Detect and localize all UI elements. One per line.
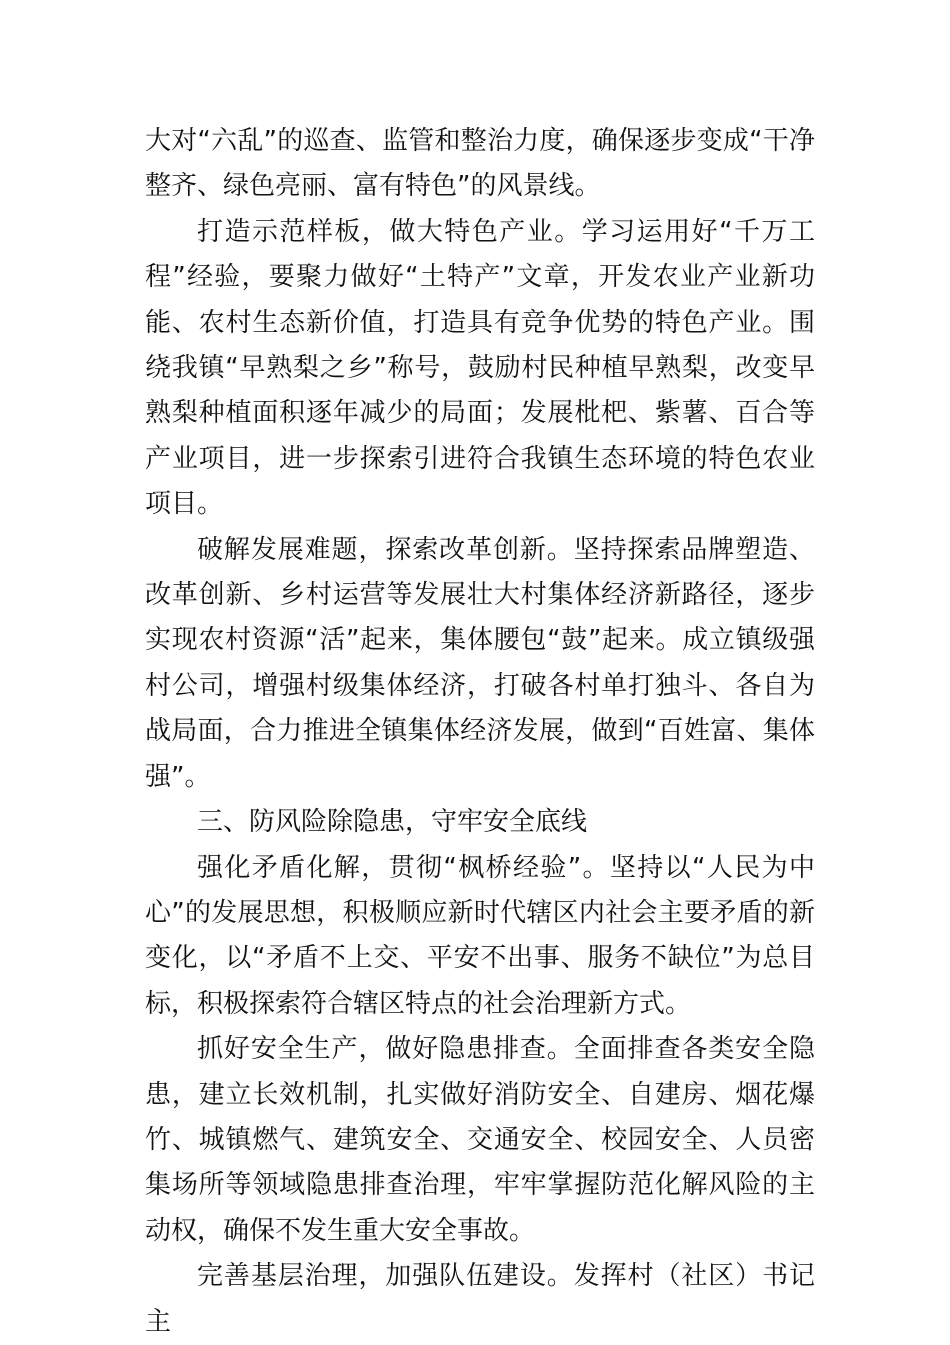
paragraph-conflict-resolution: 强化矛盾化解，贯彻“枫桥经验”。坚持以“人民为中心”的发展思想，积极顺应新时代辖区内社会主要矛盾的新变化，以“矛盾不上交、平安不出事、服务不缺位”为总目标，积极探索符合辖区特点的社会治理新方式。	[145, 852, 815, 1019]
paragraph-continuation: 大对“六乱”的巡查、监管和整治力度，确保逐步变成“干净整齐、绿色亮丽、富有特色”的风景线。	[145, 126, 815, 202]
paragraph-safety-production: 抓好安全生产，做好隐患排查。全面排查各类安全隐患，建立长效机制，扎实做好消防安全、自建房、烟花爆竹、城镇燃气、建筑安全、交通安全、校园安全、人员密集场所等领域隐患排查治理，牢牢掌握防范化解风险的主动权，确保不发生重大安全事故。	[145, 1034, 815, 1246]
paragraph-grassroots-governance: 完善基层治理，加强队伍建设。发挥村（社区）书记主	[145, 1261, 815, 1337]
section-heading-risk-prevention: 三、防风险除隐患，守牢安全底线	[197, 807, 588, 838]
document-body	[145, 119, 815, 1345]
paragraph-featured-industry: 打造示范样板，做大特色产业。学习运用好“千万工程”经验，要聚力做好“土特产”文章，开发农业产业新功能、农村生态新价值，打造具有竞争优势的特色产业。围绕我镇“早熟梨之乡”称号，鼓励村民种植早熟梨，改变早熟梨种植面积逐年减少的局面；发展枇杷、紫薯、百合等产业项目，进一步探索引进符合我镇生态环境的特色农业项目。	[145, 216, 815, 520]
paragraph-reform-innovation: 破解发展难题，探索改革创新。坚持探索品牌塑造、改革创新、乡村运营等发展壮大村集体经济新路径，逐步实现农村资源“活”起来，集体腰包“鼓”起来。成立镇级强村公司，增强村级集体经济，打破各村单打独斗、各自为战局面，合力推进全镇集体经济发展，做到“百姓富、集体强”。	[145, 534, 815, 792]
